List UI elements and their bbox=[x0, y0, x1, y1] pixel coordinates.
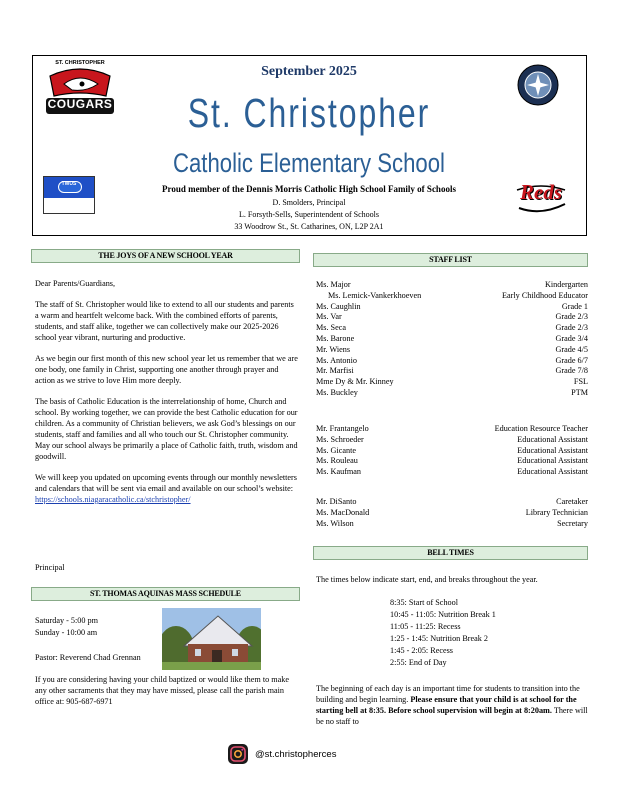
staff-name: Mr. DiSanto bbox=[316, 497, 357, 506]
church-photo bbox=[162, 608, 261, 670]
staff-role: Educational Assistant bbox=[517, 445, 588, 455]
cougars-logo-team: COUGARS bbox=[47, 97, 113, 111]
tagline: Proud member of the Dennis Morris Catholic High School Family of Schools bbox=[162, 184, 456, 194]
staff-row bbox=[316, 366, 588, 376]
staff-row bbox=[316, 446, 588, 456]
staff-role: Educational Assistant bbox=[517, 467, 588, 477]
bell-note-emphasis: Please ensure that your child is at school for the starting bell at 8:35. Before school supervision will begin at 8:20am. bbox=[316, 695, 577, 715]
staff-row bbox=[316, 519, 588, 529]
staff-role: Grade 7/8 bbox=[555, 366, 588, 376]
staff-role: Grade 4/5 bbox=[555, 344, 588, 354]
staff-row bbox=[316, 312, 588, 322]
staff-role: Secretary bbox=[557, 518, 588, 528]
staff-name: Ms. Rouleau bbox=[316, 456, 358, 466]
bell-time-item: 1:25 - 1:45: Nutrition Break 2 bbox=[390, 634, 489, 643]
staff-role: Grade 1 bbox=[561, 301, 588, 311]
staff-row bbox=[316, 334, 588, 344]
bell-time-item: 2:55: End of Day bbox=[390, 658, 447, 667]
staff-role: Kindergarten bbox=[544, 280, 588, 289]
staff-row bbox=[316, 435, 588, 445]
twus-badge-text: TWUS bbox=[61, 181, 77, 187]
staff-role: FSL bbox=[573, 377, 588, 387]
bell-intro: The times below indicate start, end, and breaks throughout the year. bbox=[316, 575, 538, 584]
staff-name: Ms. Schroeder bbox=[316, 434, 364, 444]
staff-name: Ms. Seca bbox=[316, 323, 347, 333]
bell-heading: BELL TIMES bbox=[313, 546, 588, 560]
bell-note-intro: The beginning of each day is an important time for students to transition into the building and begin learning. bbox=[316, 684, 580, 704]
staff-name: Ms. Major bbox=[316, 280, 351, 289]
instagram-icon[interactable] bbox=[228, 744, 248, 764]
staff-row bbox=[316, 345, 588, 355]
newsletter-month: September 2025 bbox=[261, 64, 357, 79]
bell-time-item: 8:35: Start of School bbox=[390, 598, 458, 607]
staff-row bbox=[316, 302, 588, 312]
staff-row bbox=[316, 280, 588, 290]
staff-name: Mr. Frantangelo bbox=[316, 424, 369, 433]
staff-name: Ms. Lemick-Vankerkhoeven bbox=[328, 290, 422, 300]
staff-row bbox=[316, 467, 588, 477]
staff-name: Mr. Marfisi bbox=[316, 366, 354, 376]
mass-saturday: Saturday - 5:00 pm bbox=[35, 616, 98, 625]
principal-line: D. Smolders, Principal bbox=[272, 198, 346, 207]
mass-sunday: Sunday - 10:00 am bbox=[35, 628, 98, 637]
staff-role: Early Childhood Educator bbox=[502, 290, 588, 300]
joys-para-3: The basis of Catholic Education is the interrelationship of home, Church and school. By working together, we can provide the best Catholic education for our children. As a community of Christian believers, we ask God’s blessings on our students, staff and families and all who touch our St. Christopher community. May our school always be primarily a place of Catholic faith, truth, wisdom and goodwill. bbox=[35, 397, 298, 461]
address-line: 33 Woodrow St., St. Catharines, ON, L2P 2A1 bbox=[234, 222, 384, 231]
bell-note-tail: There will be no staff to bbox=[316, 706, 588, 726]
joys-para-1: The staff of St. Christopher would like to extend to all our students and parents a warm and heartfelt welcome back. With the combined efforts of parents, students, and staff alike, together we can collectively make our 2025-2026 school year vibrant, nurturing and productive. bbox=[35, 300, 294, 342]
joys-para-4-text: We will keep you updated on upcoming events through our monthly newsletters and calendars that will be sent via email and available on our school’s website: bbox=[35, 473, 297, 493]
bell-time-item: 11:05 - 11:25: Recess bbox=[390, 622, 461, 631]
joys-greeting: Dear Parents/Guardians, bbox=[35, 279, 116, 288]
staff-row bbox=[316, 497, 588, 507]
staff-name: Ms. MacDonald bbox=[316, 507, 370, 517]
staff-role: PTM bbox=[571, 388, 588, 397]
bell-time-item: 10:45 - 11:05: Nutrition Break 1 bbox=[390, 610, 496, 619]
staff-name: Ms. Wilson bbox=[316, 518, 354, 528]
mass-heading: ST. THOMAS AQUINAS MASS SCHEDULE bbox=[31, 587, 300, 601]
staff-role: Education Resource Teacher bbox=[494, 424, 588, 433]
joys-signoff: Principal bbox=[35, 563, 65, 572]
staff-name: Mme Dy & Mr. Kinney bbox=[316, 377, 394, 387]
staff-role: Grade 2/3 bbox=[555, 312, 588, 322]
staff-role: Library Technician bbox=[525, 507, 588, 517]
staff-role: Educational Assistant bbox=[517, 456, 588, 466]
staff-role: Educational Assistant bbox=[517, 434, 588, 444]
staff-name: Ms. Buckley bbox=[316, 388, 358, 397]
staff-name: Ms. Caughlin bbox=[316, 301, 361, 311]
staff-row bbox=[316, 388, 588, 398]
school-name: St. Christopher bbox=[187, 90, 431, 136]
staff-row bbox=[316, 323, 588, 333]
staff-row bbox=[316, 377, 588, 387]
reds-logo-text: Reds bbox=[520, 180, 562, 204]
staff-row bbox=[316, 456, 588, 466]
joys-heading: THE JOYS OF A NEW SCHOOL YEAR bbox=[31, 249, 300, 263]
mass-pastor: Pastor: Reverend Chad Grennan bbox=[35, 653, 141, 662]
staff-row bbox=[316, 508, 588, 518]
mass-sacrament-note: If you are considering having your child baptized or would like them to make any other sacraments that they may have missed, please call the parish main office at: 905-687-6971 bbox=[35, 675, 289, 706]
instagram-handle[interactable]: @st.christopherces bbox=[255, 749, 337, 760]
staff-role: Grade 3/4 bbox=[555, 334, 588, 343]
staff-name: Ms. Var bbox=[316, 312, 342, 322]
staff-row bbox=[316, 356, 588, 366]
staff-row bbox=[316, 291, 588, 301]
staff-role: Grade 2/3 bbox=[555, 323, 588, 333]
bell-note bbox=[316, 683, 588, 727]
superintendent-line: L. Forsyth-Sells, Superintendent of Schools bbox=[239, 210, 379, 219]
staff-name: Ms. Antonio bbox=[316, 355, 357, 365]
bell-time-item: 1:45 - 2:05: Recess bbox=[390, 646, 453, 655]
staff-name: Mr. Wiens bbox=[316, 344, 351, 354]
staff-name: Ms. Gicante bbox=[316, 445, 357, 455]
staff-role: Grade 6/7 bbox=[555, 355, 588, 365]
joys-body bbox=[35, 278, 299, 515]
staff-role: Caretaker bbox=[556, 497, 588, 506]
joys-para-2: As we begin our first month of this new school year let us remember that we are one body, one family in Christ, supporting one another through prayer and action as we strive to love Him more deeply. bbox=[35, 354, 298, 385]
school-website-link[interactable]: https://schools.niagaracatholic.ca/stchristopher/ bbox=[35, 495, 191, 504]
cougars-logo-text: ST. CHRISTOPHER bbox=[55, 60, 105, 66]
school-subtitle: Catholic Elementary School bbox=[173, 148, 445, 178]
staff-name: Ms. Barone bbox=[316, 334, 355, 343]
staff-row bbox=[316, 424, 588, 434]
staff-heading: STAFF LIST bbox=[313, 253, 588, 267]
joys-para-4 bbox=[35, 472, 299, 505]
staff-name: Ms. Kaufman bbox=[316, 467, 362, 477]
